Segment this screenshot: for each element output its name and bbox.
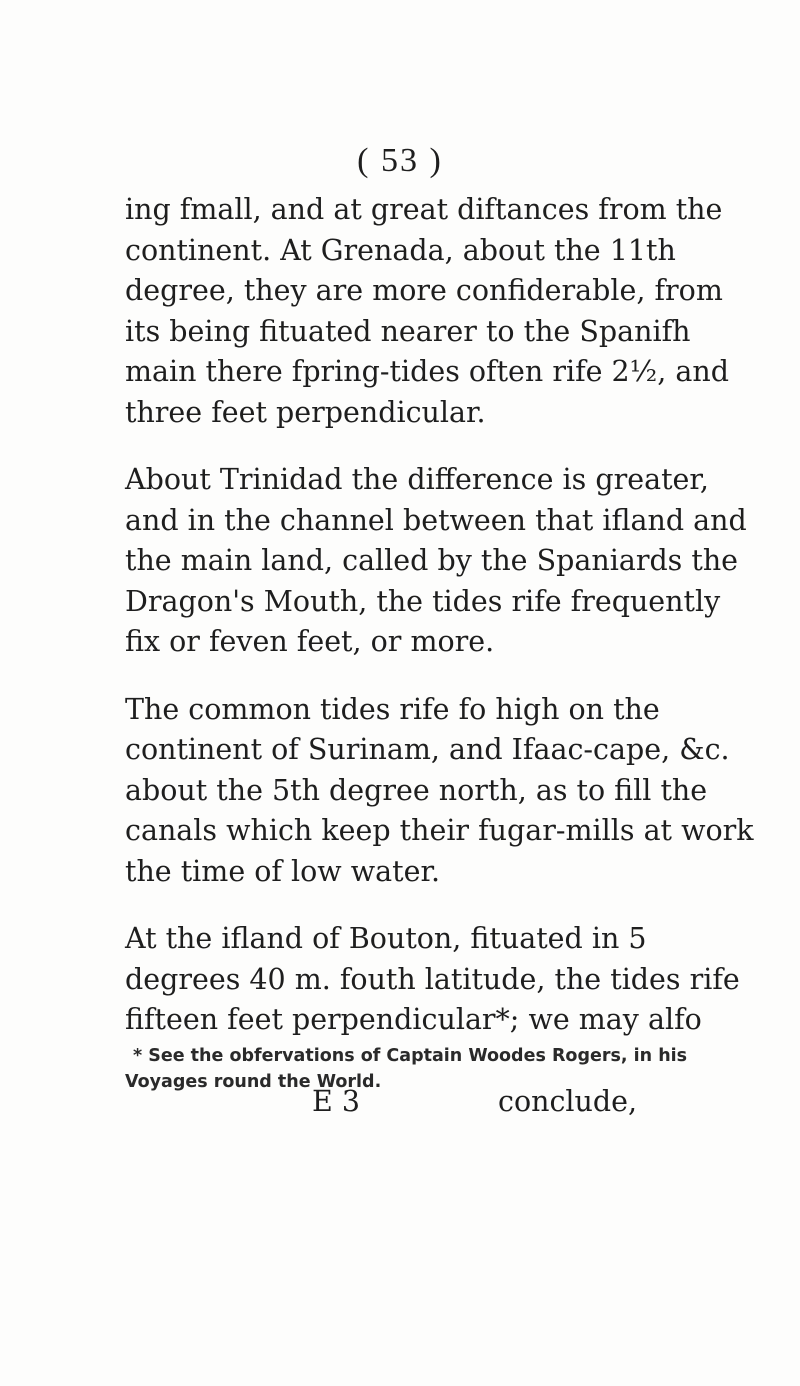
text-line: The common tides rife fo high on the	[125, 692, 660, 726]
text-line: At the ifland of Bouton, fituated in 5	[125, 922, 647, 955]
paragraph-2	[125, 460, 747, 663]
text-line: and in the channel between that ifland and	[125, 503, 747, 537]
text-line: its being fituated nearer to the Spanifh	[125, 314, 691, 348]
text-line: ing fmall, and at great diftances from the	[125, 193, 723, 226]
text-line: Dragon's Mouth, the tides rife frequently	[125, 584, 721, 618]
text-line: the time of low water.	[125, 854, 441, 888]
text-line: continent. At Grenada, about the 11th	[125, 233, 676, 267]
paragraph-3	[125, 690, 754, 893]
text-line: three feet perpendicular.	[125, 395, 486, 429]
signature-mark: E 3	[312, 1085, 360, 1118]
text-line: about the 5th degree north, as to fill the	[125, 773, 708, 807]
footnote-line: Voyages round the World.	[125, 1072, 382, 1092]
text-line: fix or feven feet, or more.	[125, 625, 495, 658]
paragraph-4	[125, 919, 740, 1041]
footnote-line: * See the obfervations of Captain Woodes Rogers, in his	[133, 1046, 688, 1066]
text-line: degrees 40 m. fouth latitude, the tides rife	[125, 962, 740, 996]
body-text	[125, 190, 754, 1041]
text-line: canals which keep their fugar-mills at work	[125, 814, 754, 847]
text-line: the main land, called by the Spaniards the	[125, 544, 739, 577]
page-footer	[0, 1085, 800, 1125]
text-line: continent of Surinam, and Ifaac-cape, &c.	[125, 733, 730, 766]
text-line: degree, they are more confiderable, from	[125, 274, 723, 307]
text-line: main there fpring-tides often rife 2½, and	[125, 355, 730, 388]
text-line: About Trinidad the difference is greater,	[125, 463, 709, 496]
page-number-header: ( 53 )	[357, 142, 443, 179]
paragraph-1	[125, 190, 730, 433]
text-line: fifteen feet perpendicular*; we may alfo	[125, 1003, 702, 1036]
catchword: conclude,	[498, 1085, 638, 1118]
